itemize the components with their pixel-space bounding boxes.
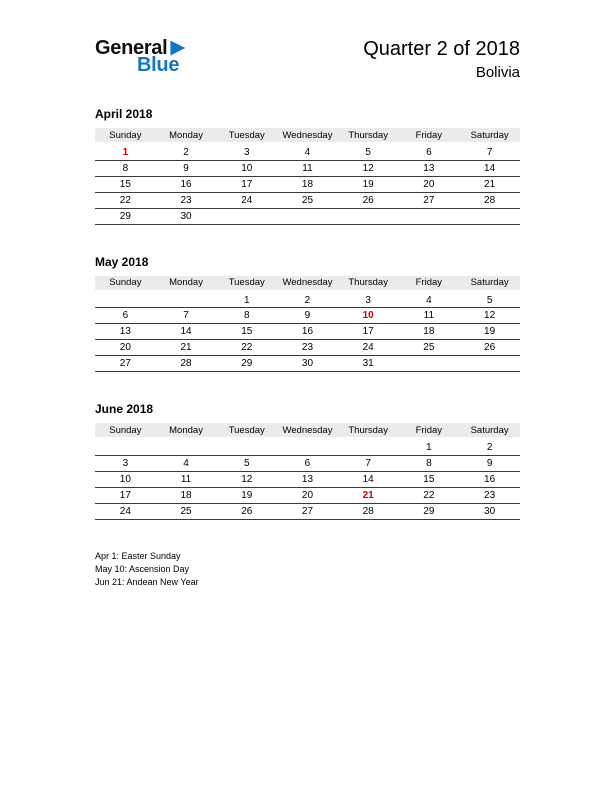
day-cell: 12	[459, 308, 520, 324]
day-cell: 26	[338, 192, 399, 208]
weekday-header: Wednesday	[277, 276, 338, 292]
day-cell: 17	[338, 324, 399, 340]
day-cell: 4	[399, 292, 460, 308]
day-cell: 15	[95, 176, 156, 192]
empty-cell	[156, 439, 217, 455]
month-section-may-2018	[95, 255, 520, 373]
day-cell: 23	[277, 340, 338, 356]
week-row	[95, 487, 520, 503]
day-cell: 29	[95, 208, 156, 224]
holiday-notes	[95, 550, 520, 589]
empty-cell	[277, 439, 338, 455]
week-row	[95, 340, 520, 356]
weekday-header: Tuesday	[216, 276, 277, 292]
day-cell: 18	[399, 324, 460, 340]
week-row	[95, 471, 520, 487]
day-cell: 5	[459, 292, 520, 308]
day-cell: 22	[399, 487, 460, 503]
month-table	[95, 276, 520, 373]
day-cell: 3	[216, 144, 277, 160]
day-cell: 25	[156, 503, 217, 519]
weekday-header: Tuesday	[216, 128, 277, 144]
day-cell: 19	[338, 176, 399, 192]
day-cell: 29	[216, 356, 277, 372]
day-cell: 12	[338, 160, 399, 176]
day-cell: 30	[156, 208, 217, 224]
day-cell: 17	[95, 487, 156, 503]
weekday-header: Monday	[156, 423, 217, 439]
empty-cell	[399, 208, 460, 224]
weekday-header: Sunday	[95, 423, 156, 439]
day-cell: 16	[156, 176, 217, 192]
day-cell: 16	[277, 324, 338, 340]
holiday-note: Jun 21: Andean New Year	[95, 576, 199, 587]
empty-cell	[338, 208, 399, 224]
day-cell: 30	[459, 503, 520, 519]
page-title: Quarter 2 of 2018	[363, 38, 520, 60]
day-cell: 14	[459, 160, 520, 176]
week-row	[95, 160, 520, 176]
day-cell: 26	[459, 340, 520, 356]
day-cell: 5	[338, 144, 399, 160]
day-cell: 7	[459, 144, 520, 160]
day-cell: 15	[399, 471, 460, 487]
day-cell: 8	[216, 308, 277, 324]
day-cell: 13	[399, 160, 460, 176]
day-cell: 29	[399, 503, 460, 519]
day-cell: 8	[95, 160, 156, 176]
week-row	[95, 439, 520, 455]
day-cell: 2	[156, 144, 217, 160]
empty-cell	[95, 292, 156, 308]
week-row	[95, 308, 520, 324]
day-cell: 22	[216, 340, 277, 356]
weekday-header: Wednesday	[277, 423, 338, 439]
day-cell: 7	[338, 455, 399, 471]
day-cell: 11	[156, 471, 217, 487]
day-cell: 22	[95, 192, 156, 208]
week-row	[95, 208, 520, 224]
week-row	[95, 503, 520, 519]
month-title: May 2018	[95, 254, 149, 269]
day-cell: 7	[156, 308, 217, 324]
empty-cell	[216, 439, 277, 455]
empty-cell	[95, 439, 156, 455]
day-cell: 12	[216, 471, 277, 487]
day-cell: 27	[95, 356, 156, 372]
day-cell: 17	[216, 176, 277, 192]
weekday-header: Monday	[156, 276, 217, 292]
day-cell: 4	[156, 455, 217, 471]
empty-cell	[338, 439, 399, 455]
week-row	[95, 324, 520, 340]
day-cell: 8	[399, 455, 460, 471]
day-cell: 9	[459, 455, 520, 471]
weekday-header-row	[95, 423, 520, 439]
weekday-header: Wednesday	[277, 128, 338, 144]
week-row	[95, 292, 520, 308]
month-section-june-2018	[95, 402, 520, 520]
day-cell: 1	[95, 144, 156, 160]
day-cell: 31	[338, 356, 399, 372]
week-row	[95, 455, 520, 471]
day-cell: 2	[277, 292, 338, 308]
day-cell: 14	[156, 324, 217, 340]
day-cell: 6	[277, 455, 338, 471]
day-cell: 5	[216, 455, 277, 471]
weekday-header: Thursday	[338, 423, 399, 439]
page-subtitle: Bolivia	[475, 64, 520, 81]
day-cell: 3	[338, 292, 399, 308]
months-container	[95, 107, 520, 520]
weekday-header-row	[95, 128, 520, 144]
day-cell: 30	[277, 356, 338, 372]
day-cell: 14	[338, 471, 399, 487]
holiday-note: Apr 1: Easter Sunday	[95, 550, 181, 561]
month-section-april-2018	[95, 107, 520, 225]
logo-text-general: General	[95, 37, 168, 59]
empty-cell	[216, 208, 277, 224]
week-row	[95, 356, 520, 372]
empty-cell	[459, 356, 520, 372]
day-cell: 23	[459, 487, 520, 503]
day-cell: 28	[156, 356, 217, 372]
day-cell: 10	[338, 308, 399, 324]
day-cell: 18	[277, 176, 338, 192]
day-cell: 6	[95, 308, 156, 324]
day-cell: 1	[399, 439, 460, 455]
weekday-header: Thursday	[338, 276, 399, 292]
day-cell: 21	[338, 487, 399, 503]
day-cell: 20	[277, 487, 338, 503]
day-cell: 10	[216, 160, 277, 176]
day-cell: 1	[216, 292, 277, 308]
weekday-header: Saturday	[459, 128, 520, 144]
day-cell: 9	[156, 160, 217, 176]
weekday-header: Thursday	[338, 128, 399, 144]
day-cell: 4	[277, 144, 338, 160]
weekday-header: Monday	[156, 128, 217, 144]
month-title: April 2018	[95, 107, 153, 121]
day-cell: 3	[95, 455, 156, 471]
logo	[95, 38, 185, 75]
logo-text-blue: Blue	[137, 54, 180, 76]
empty-cell	[277, 208, 338, 224]
weekday-header: Friday	[399, 128, 460, 144]
week-row	[95, 176, 520, 192]
day-cell: 26	[216, 503, 277, 519]
day-cell: 9	[277, 308, 338, 324]
day-cell: 11	[277, 160, 338, 176]
day-cell: 16	[459, 471, 520, 487]
day-cell: 21	[156, 340, 217, 356]
day-cell: 24	[95, 503, 156, 519]
weekday-header: Friday	[399, 423, 460, 439]
weekday-header: Sunday	[95, 276, 156, 292]
title-block	[363, 38, 520, 81]
page-header	[95, 38, 520, 81]
day-cell: 10	[95, 471, 156, 487]
day-cell: 11	[399, 308, 460, 324]
month-title: June 2018	[95, 402, 154, 416]
day-cell: 18	[156, 487, 217, 503]
day-cell: 25	[399, 340, 460, 356]
empty-cell	[156, 292, 217, 308]
holiday-note: May 10: Ascension Day	[95, 563, 190, 574]
day-cell: 27	[277, 503, 338, 519]
day-cell: 24	[338, 340, 399, 356]
day-cell: 27	[399, 192, 460, 208]
day-cell: 24	[216, 192, 277, 208]
weekday-header: Tuesday	[216, 423, 277, 439]
day-cell: 23	[156, 192, 217, 208]
day-cell: 20	[399, 176, 460, 192]
month-table	[95, 128, 520, 225]
day-cell: 19	[459, 324, 520, 340]
weekday-header: Friday	[399, 276, 460, 292]
month-table	[95, 423, 520, 520]
weekday-header-row	[95, 276, 520, 292]
day-cell: 13	[95, 324, 156, 340]
empty-cell	[399, 356, 460, 372]
day-cell: 28	[338, 503, 399, 519]
day-cell: 20	[95, 340, 156, 356]
day-cell: 13	[277, 471, 338, 487]
weekday-header: Saturday	[459, 276, 520, 292]
day-cell: 21	[459, 176, 520, 192]
day-cell: 28	[459, 192, 520, 208]
day-cell: 6	[399, 144, 460, 160]
week-row	[95, 144, 520, 160]
empty-cell	[459, 208, 520, 224]
day-cell: 25	[277, 192, 338, 208]
day-cell: 2	[459, 439, 520, 455]
week-row	[95, 192, 520, 208]
weekday-header: Saturday	[459, 423, 520, 439]
weekday-header: Sunday	[95, 128, 156, 144]
day-cell: 15	[216, 324, 277, 340]
day-cell: 19	[216, 487, 277, 503]
